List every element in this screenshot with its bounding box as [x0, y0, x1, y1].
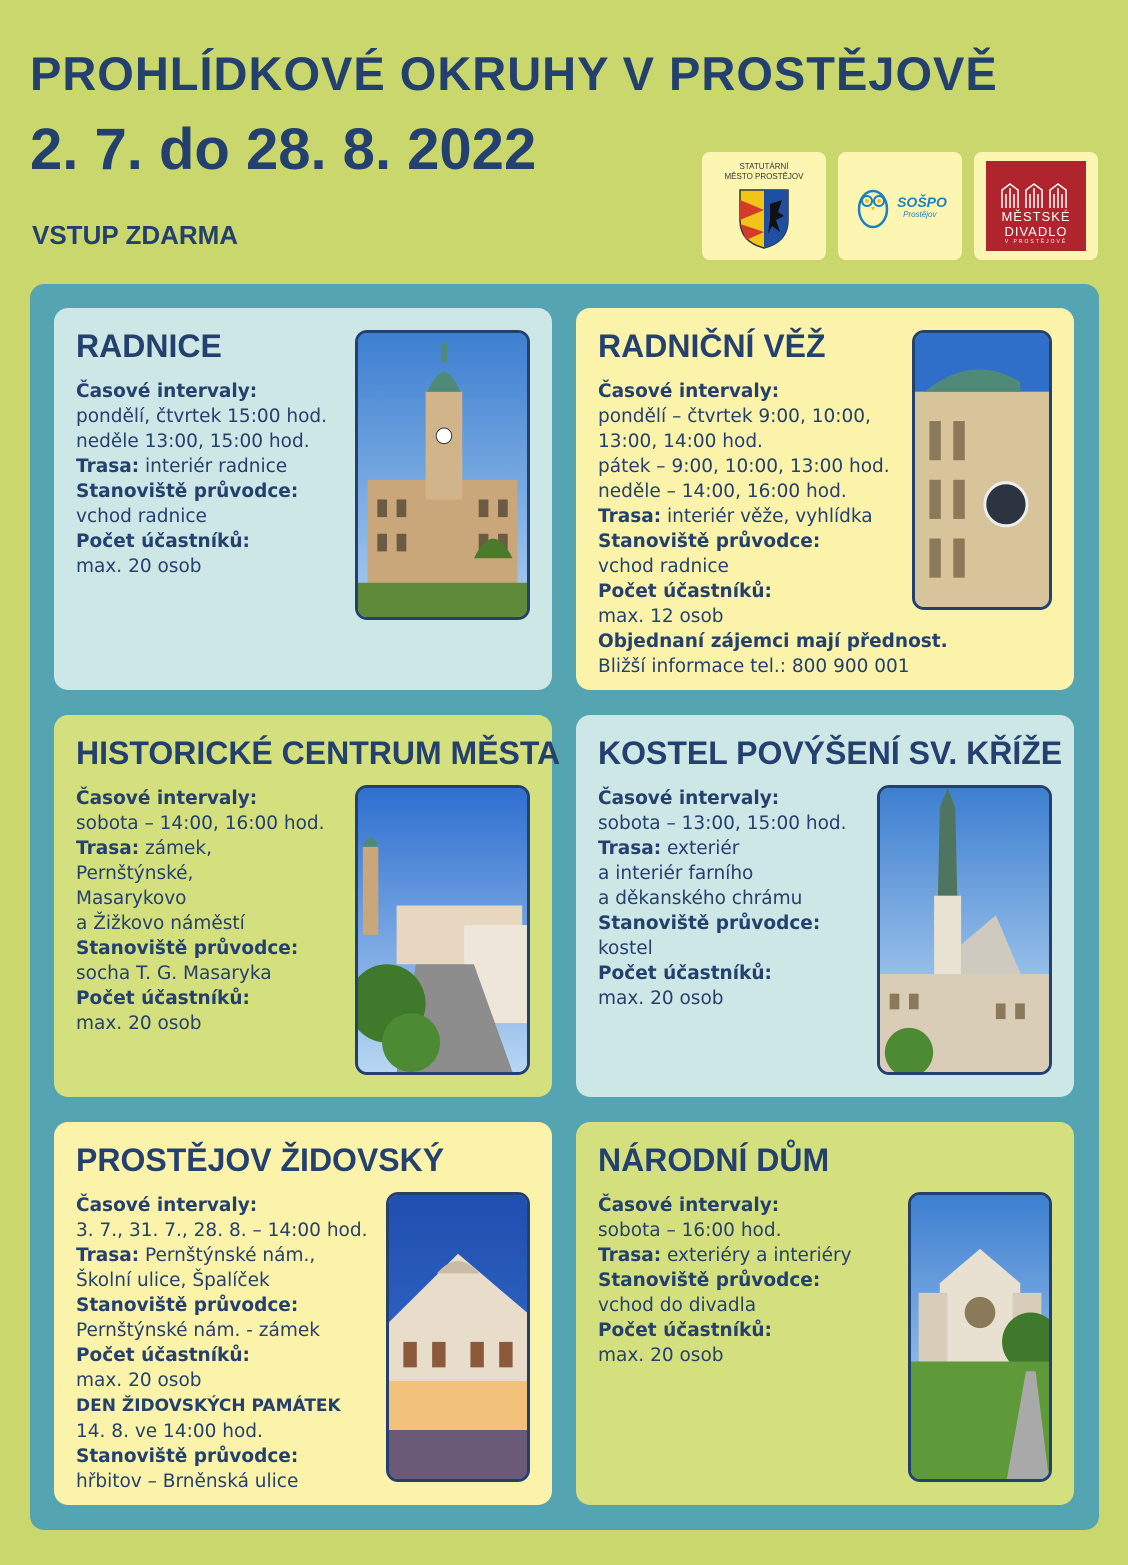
photo-town-hall	[355, 330, 530, 620]
label-intervals: Časové intervaly:	[76, 788, 258, 809]
photo-church	[877, 785, 1052, 1075]
interval-line: pondělí – čtvrtek 9:00, 10:00,	[598, 406, 871, 427]
label-participants: Počet účastníků:	[76, 1345, 250, 1366]
entry-note: VSTUP ZDARMA	[32, 220, 239, 250]
label-participants: Počet účastníků:	[76, 988, 250, 1009]
label-participants: Počet účastníků:	[598, 581, 772, 602]
theatre-logo-line1: MĚSTSKÉ	[1001, 209, 1071, 225]
interval-line: sobota – 16:00 hod.	[598, 1220, 782, 1241]
label-intervals: Časové intervaly:	[598, 788, 780, 809]
route-line: Školní ulice, Špalíček	[76, 1270, 270, 1291]
interval-line: sobota – 13:00, 15:00 hod.	[598, 813, 847, 834]
card-title: PROSTĚJOV ŽIDOVSKÝ	[76, 1142, 445, 1178]
interval-line: neděle – 14:00, 16:00 hod.	[598, 481, 847, 502]
special-guide-text: hřbitov – Brněnská ulice	[76, 1471, 299, 1492]
label-guide: Stanoviště průvodce:	[76, 938, 299, 959]
route-text: zámek,	[139, 838, 213, 859]
route-text: Pernštýnské nám.,	[139, 1245, 316, 1266]
label-guide: Stanoviště průvodce:	[598, 531, 821, 552]
contact-info: Bližší informace tel.: 800 900 001	[598, 656, 910, 677]
photo-synagogue	[386, 1192, 530, 1482]
date-range: 2. 7. do 28. 8. 2022	[30, 117, 537, 182]
label-route: Trasa:	[598, 506, 662, 527]
card-title: NÁRODNÍ DŮM	[598, 1142, 830, 1178]
photo-town-square	[355, 785, 530, 1075]
interval-line: pondělí, čtvrtek 15:00 hod.	[76, 406, 328, 427]
card-title: HISTORICKÉ CENTRUM MĚSTA	[76, 735, 561, 771]
label-route: Trasa:	[598, 838, 662, 859]
route-text: interiér radnice	[139, 456, 288, 477]
route-line: a Žižkovo náměstí	[76, 913, 245, 934]
interval-line: neděle 13:00, 15:00 hod.	[76, 431, 310, 452]
special-event-title: DEN ŽIDOVSKÝCH PAMÁTEK	[76, 1396, 341, 1416]
label-participants: Počet účastníků:	[598, 1320, 772, 1341]
interval-line: 3. 7., 31. 7., 28. 8. – 14:00 hod.	[76, 1220, 368, 1241]
label-guide: Stanoviště průvodce:	[76, 1295, 299, 1316]
interval-line: pátek – 9:00, 10:00, 13:00 hod.	[598, 456, 890, 477]
photo-national-house	[908, 1192, 1052, 1482]
card-title: RADNICE	[76, 328, 222, 364]
special-event-date: 14. 8. ve 14:00 hod.	[76, 1421, 263, 1442]
sospo-logo-sub: Prostějov	[903, 209, 937, 219]
city-logo-line2: MĚSTO PROSTĚJOV	[724, 172, 804, 181]
label-intervals: Časové intervaly:	[598, 381, 780, 402]
label-route: Trasa:	[76, 838, 140, 859]
label-intervals: Časové intervaly:	[76, 1195, 258, 1216]
participants-text: max. 20 osob	[76, 1013, 202, 1034]
label-guide: Stanoviště průvodce:	[76, 481, 299, 502]
label-intervals: Časové intervaly:	[598, 1195, 780, 1216]
guide-text: vchod radnice	[598, 556, 729, 577]
route-text: exteriéry a interiéry	[661, 1245, 852, 1266]
theatre-logo-line2: DIVADLO	[1004, 223, 1068, 239]
card-title: KOSTEL POVÝŠENÍ SV. KŘÍŽE	[598, 735, 1063, 771]
label-route: Trasa:	[76, 456, 140, 477]
theatre-logo-line3: V PROSTĚJOVĚ	[1004, 239, 1068, 245]
route-text: exteriér	[661, 838, 740, 859]
photo-tower	[912, 330, 1052, 610]
label-guide: Stanoviště průvodce:	[598, 913, 821, 934]
theatre-logo	[974, 152, 1098, 260]
guide-text: socha T. G. Masaryka	[76, 963, 272, 984]
participants-text: max. 20 osob	[598, 1345, 724, 1366]
guide-text: vchod do divadla	[598, 1295, 757, 1316]
card-title: RADNIČNÍ VĚŽ	[598, 328, 826, 364]
participants-text: max. 20 osob	[76, 1370, 202, 1391]
city-logo-line1: STATUTÁRNÍ	[739, 162, 789, 172]
interval-line: 13:00, 14:00 hod.	[598, 431, 763, 452]
participants-text: max. 20 osob	[76, 556, 202, 577]
page-title: PROHLÍDKOVÉ OKRUHY V PROSTĚJOVĚ	[30, 47, 998, 100]
route-line: Masarykovo	[76, 888, 187, 909]
coat-of-arms-icon	[736, 186, 792, 250]
guide-text: Pernštýnské nám. - zámek	[76, 1320, 320, 1341]
label-guide: Stanoviště průvodce:	[598, 1270, 821, 1291]
label-intervals: Časové intervaly:	[76, 381, 258, 402]
theatre-ornament-icon	[996, 182, 1076, 210]
city-logo	[702, 152, 826, 260]
participants-text: max. 12 osob	[598, 606, 724, 627]
priority-note: Objednaní zájemci mají přednost.	[598, 631, 948, 652]
route-line: a interiér farního	[598, 863, 754, 884]
sospo-logo-text: SOŠPO	[897, 193, 947, 210]
label-route: Trasa:	[76, 1245, 140, 1266]
label-guide: Stanoviště průvodce:	[76, 1446, 299, 1467]
owl-icon	[853, 181, 893, 231]
sospo-logo	[838, 152, 962, 260]
label-route: Trasa:	[598, 1245, 662, 1266]
guide-text: vchod radnice	[76, 506, 207, 527]
label-participants: Počet účastníků:	[76, 531, 250, 552]
route-line: Pernštýnské,	[76, 863, 194, 884]
route-line: a děkanského chrámu	[598, 888, 803, 909]
label-participants: Počet účastníků:	[598, 963, 772, 984]
route-text: interiér věže, vyhlídka	[661, 506, 873, 527]
interval-line: sobota – 14:00, 16:00 hod.	[76, 813, 325, 834]
participants-text: max. 20 osob	[598, 988, 724, 1009]
guide-text: kostel	[598, 938, 653, 959]
